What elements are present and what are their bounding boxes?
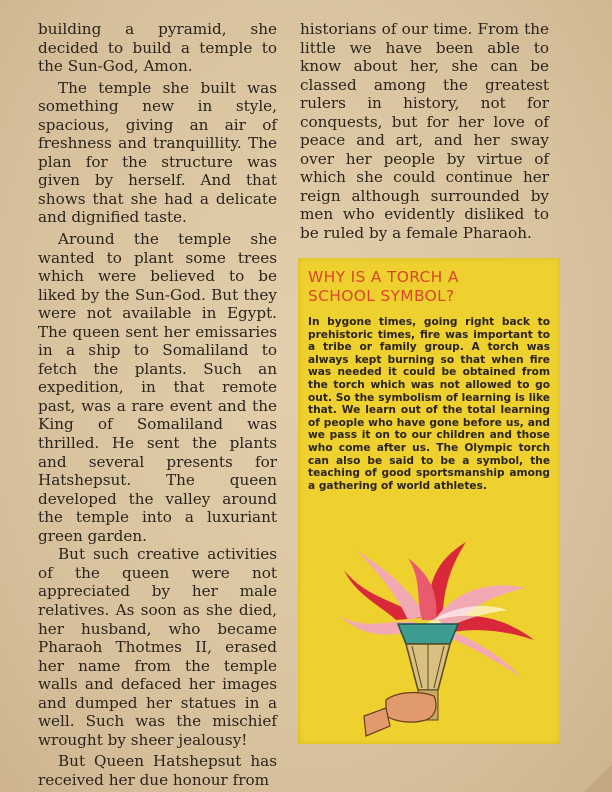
- paragraph: historians of our time. From the little we have been able to know about her, she can be classed among the greatest rulers in history, not for conquests, but for her love of peace and art, and her sway over her people by virtue of which she could continue her reign although surrounded by men who evidently disliked to be ruled by a female Pharaoh.: [300, 20, 549, 243]
- paragraph: But Queen Hatshepsut has received her due honour from: [38, 752, 277, 789]
- left-column: [38, 20, 277, 789]
- olympic-torch-icon: [326, 540, 536, 744]
- sidebar-title: [308, 268, 548, 306]
- paragraph: The temple she built was something new in style, spacious, giving an air of freshness and tranquillity. The plan for the structure was given by herself. And that shows that she had a delicate and dignified taste.: [38, 78, 277, 227]
- sidebar-body: In bygone times, going right back to prehistoric times, fire was important to a tribe or family group. A torch was always kept burning so that when fire was needed it could be obtained from the torch which was not allowed to go out. So the symbolism of learning is like that. We learn out of the total learning of people who have gone before us, and we pass it on to our children and those who come after us. The Olympic torch can also be said to be a symbol, the teaching of good sportsmanship among a gathering of world athletes.: [308, 316, 550, 492]
- sidebar-title-line: SCHOOL SYMBOL?: [308, 287, 455, 305]
- sidebar-title-line: WHY IS A TORCH A: [308, 268, 459, 286]
- paragraph: Around the temple she wanted to plant some trees which were believed to be liked by the Sun-God. But they were not available in Egypt. The queen sent her emissaries in a ship to Somaliland to fetch the plants. Such an expedition, in that remote past, was a rare event and the King of Somaliland was thrilled. He sent the plants and several presents for Hatshepsut. The queen developed the valley around the temple into a luxuriant green garden.: [38, 230, 277, 545]
- paragraph: building a pyramid, she decided to build a temple to the Sun-God, Amon.: [38, 20, 277, 76]
- paragraph: But such creative activities of the queen were not appreciated by her male relatives. As soon as she died, her husband, who became Pharaoh Thotmes II, erased her name from the temple walls and defaced her images and dumped her statues in a well. Such was the mischief wrought by sheer jealousy!: [38, 545, 277, 749]
- page-corner: [584, 764, 612, 792]
- right-column: [300, 20, 549, 243]
- torch-sidebar-box: [298, 258, 560, 744]
- hand: [364, 693, 436, 736]
